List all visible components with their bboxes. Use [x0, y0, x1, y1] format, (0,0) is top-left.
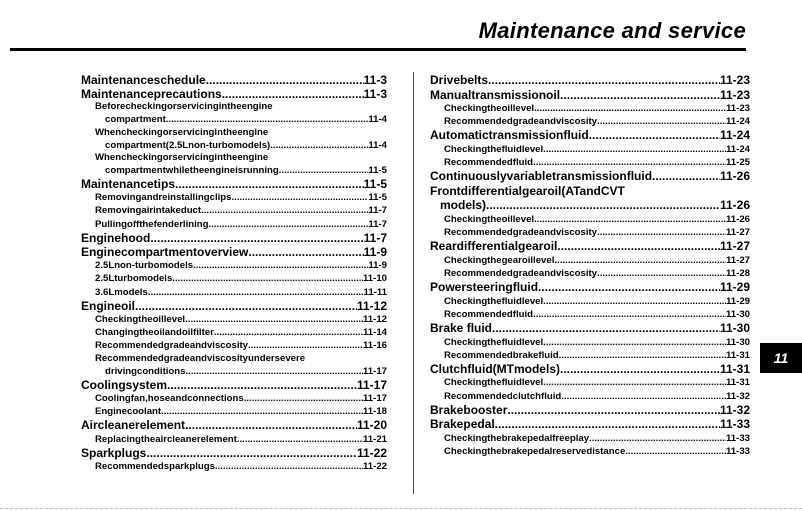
toc-subsection-entry[interactable]	[430, 156, 750, 169]
toc-leader-dots	[185, 365, 363, 378]
toc-page-number: 11-30	[725, 308, 750, 320]
toc-leader-dots	[237, 433, 363, 446]
page-title: Maintenance and service	[478, 18, 746, 43]
toc-page-number: 11-26	[725, 213, 750, 225]
toc-entry-title: compartment(2.5Lnon-turbomodels)	[105, 139, 271, 151]
toc-entry-title: Checkingthebrakepedalfreeplay	[444, 432, 590, 444]
toc-subsection-entry[interactable]	[430, 295, 750, 308]
toc-subsection-entry[interactable]	[81, 405, 387, 418]
toc-page-number: 11-26	[719, 169, 750, 184]
toc-section-entry[interactable]	[430, 73, 750, 88]
toc-subsection-entry[interactable]	[81, 433, 387, 446]
toc-page-number: 11-20	[356, 418, 387, 433]
toc-entry-title: drivingconditions	[105, 365, 186, 377]
toc-leader-dots	[172, 272, 363, 285]
toc-subsection-entry[interactable]	[81, 272, 387, 285]
toc-subsection-entry[interactable]	[81, 365, 387, 378]
toc-entry-title: Enginecompartmentoverview	[81, 245, 249, 260]
toc-entry-title: Maintenanceschedule	[81, 73, 206, 87]
toc-leader-dots	[559, 349, 726, 362]
toc-leader-dots	[146, 446, 357, 460]
toc-leader-dots	[175, 177, 364, 191]
toc-leader-dots	[495, 417, 720, 432]
toc-page-number: 11-7	[363, 230, 387, 245]
toc-page-number: 11-23	[719, 73, 750, 87]
toc-entry-title: 2.5Lnon-turbomodels	[95, 260, 194, 272]
toc-leader-dots	[538, 280, 720, 295]
toc-page-number: 11-3	[363, 87, 387, 102]
toc-leader-dots	[492, 321, 720, 336]
toc-page-number: 11-24	[719, 128, 750, 143]
toc-entry-title: Sparkplugs	[81, 445, 147, 460]
header-rule	[10, 48, 746, 51]
toc-page-number: 11-23	[719, 87, 750, 102]
chapter-tab[interactable]: 11	[760, 343, 802, 373]
page-bottom-line	[0, 508, 802, 509]
toc-entry-title: Continuouslyvariabletransmissionfluid	[430, 169, 653, 184]
toc-entry-title: Pullingoffthefenderlining	[95, 218, 209, 230]
toc-page-number: 11-31	[719, 361, 750, 376]
toc-leader-dots	[185, 418, 357, 432]
toc-page-number: 11-10	[362, 273, 387, 285]
toc-section-entry[interactable]	[430, 198, 750, 213]
toc-entry-title: Replacingtheaircleanerelement	[95, 433, 237, 445]
toc-page-number: 11-14	[362, 327, 387, 339]
toc-page-number: 11-18	[362, 406, 387, 418]
toc-entry-title: Recommendedgradeandviscosity	[95, 340, 249, 352]
toc-section-entry[interactable]	[81, 87, 387, 101]
toc-entry-title: Checkingtheoillevel	[95, 314, 186, 326]
toc-leader-dots	[597, 226, 726, 239]
toc-leader-dots	[488, 73, 720, 88]
toc-subsection-entry[interactable]	[430, 376, 750, 389]
toc-page-number: 11-9	[363, 245, 387, 260]
toc-section-entry[interactable]	[430, 239, 750, 254]
toc-section-entry[interactable]	[81, 378, 387, 392]
toc-section-entry[interactable]	[81, 299, 387, 313]
toc-subsection-entry[interactable]	[81, 326, 387, 339]
toc-leader-dots	[222, 87, 364, 101]
toc-entry-title: Coolingfan,hoseandconnections	[95, 393, 244, 405]
toc-subsection-entry[interactable]	[430, 349, 750, 362]
toc-leader-dots	[185, 313, 363, 326]
toc-entry-title: Checkingtheoillevel	[444, 103, 535, 114]
toc-leader-dots	[589, 128, 720, 143]
toc-subsection-entry[interactable]	[81, 460, 387, 473]
toc-subsection-entry[interactable]	[430, 115, 750, 128]
toc-section-entry[interactable]	[81, 73, 387, 87]
toc-page-number: 11-21	[362, 433, 387, 445]
toc-leader-dots	[135, 299, 357, 313]
toc-page-number: 11-32	[725, 390, 750, 402]
toc-page-number: 11-29	[719, 280, 750, 295]
toc-page-number: 11-5	[368, 164, 387, 176]
toc-entry-line[interactable]: Recommendedgradeandviscosityundersevere	[95, 352, 306, 364]
toc-subsection-entry[interactable]	[81, 191, 387, 204]
toc-leader-dots	[206, 73, 364, 87]
toc-section-entry[interactable]	[430, 169, 750, 184]
toc-section-entry[interactable]	[430, 417, 750, 432]
toc-page-number: 11-30	[719, 321, 750, 336]
toc-section-entry[interactable]	[81, 418, 387, 432]
toc-section-entry[interactable]	[430, 280, 750, 295]
toc-entry-title: Recommendedbrakefluid	[444, 349, 559, 361]
toc-leader-dots	[150, 231, 363, 245]
toc-section-entry[interactable]	[430, 321, 750, 336]
toc-page-number: 11-7	[368, 205, 387, 217]
toc-page-number: 11-27	[725, 227, 750, 239]
toc-subsection-entry[interactable]	[430, 336, 750, 349]
toc-entry-title: 3.6Lmodels	[95, 286, 148, 298]
toc-entry-title: Recommendedsparkplugs	[95, 461, 215, 473]
toc-leader-dots	[625, 445, 726, 458]
toc-leader-dots	[543, 143, 726, 156]
toc-entry-title: Powersteeringfluid	[430, 280, 539, 295]
toc-subsection-entry[interactable]	[81, 139, 387, 152]
toc-section-entry[interactable]	[430, 403, 750, 418]
toc-subsection-entry[interactable]	[430, 254, 750, 267]
toc-entry-title: Removingairintakeduct	[95, 205, 202, 217]
toc-section-entry[interactable]	[81, 446, 387, 460]
toc-page-number: 11-22	[362, 461, 387, 473]
toc-leader-dots	[244, 392, 363, 405]
toc-section-entry[interactable]	[81, 231, 387, 245]
toc-page-number: 11-22	[356, 445, 387, 460]
toc-entry-title: Brake fluid	[430, 321, 493, 336]
toc-subsection-entry[interactable]	[81, 313, 387, 326]
toc-entry-line[interactable]: Frontdifferentialgearoil(ATandCVT	[430, 183, 625, 198]
toc-subsection-entry[interactable]	[430, 226, 750, 239]
toc-leader-dots	[193, 259, 368, 272]
toc-entry-title: Recommendedgradeandviscosity	[444, 227, 598, 239]
toc-entry-title: Checkingthefluidlevel	[444, 295, 544, 307]
toc-subsection-entry[interactable]	[430, 390, 750, 403]
toc-leader-dots	[557, 239, 720, 254]
toc-leader-dots	[543, 295, 726, 308]
toc-entry-title: Checkingthefluidlevel	[444, 377, 544, 389]
toc-page-number: 11-33	[719, 417, 750, 432]
toc-entry-title: compartmentwhiletheengineisrunning	[105, 164, 279, 176]
toc-page-number: 11-29	[725, 295, 750, 307]
toc-subsection-entry[interactable]	[81, 204, 387, 217]
toc-entry-title: Recommendedgradeandviscosity	[444, 116, 598, 128]
toc-entry-title: Drivebelts	[430, 73, 489, 87]
toc-page-number: 11-17	[362, 365, 387, 377]
toc-section-entry[interactable]	[430, 362, 750, 377]
toc-page-number: 11-24	[725, 143, 750, 155]
toc-subsection-entry[interactable]	[81, 164, 387, 177]
toc-entry-title: Enginehood	[81, 230, 151, 245]
toc-leader-dots	[161, 405, 363, 418]
toc-page-number: 11-27	[725, 254, 750, 266]
toc-section-entry[interactable]	[430, 128, 750, 143]
toc-subsection-entry[interactable]	[81, 259, 387, 272]
toc-entry-title: Checkingthefluidlevel	[444, 143, 544, 155]
toc-entry-title: Recommendedclutchfluid	[444, 390, 562, 402]
toc-page-number: 11-30	[725, 336, 750, 348]
toc-page-number: 11-33	[725, 432, 750, 444]
toc-entry-line[interactable]: Whencheckingorservicingintheengine	[95, 126, 269, 138]
toc-leader-dots	[486, 198, 720, 213]
toc-leader-dots	[201, 204, 368, 217]
toc-leader-dots	[560, 88, 720, 103]
toc-right-column	[430, 73, 750, 458]
toc-page-number: 11-23	[725, 103, 750, 114]
toc-leader-dots	[209, 218, 369, 231]
toc-page-number: 11-25	[725, 157, 750, 169]
toc-section-entry[interactable]	[81, 177, 387, 191]
toc-page-number: 11-16	[362, 340, 387, 352]
toc-left-column	[81, 73, 387, 473]
toc-entry-title: Clutchfluid(MTmodels)	[430, 361, 560, 376]
toc-leader-dots	[597, 267, 726, 280]
toc-entry-title: Manualtransmissionoil	[430, 87, 561, 102]
column-divider	[413, 72, 414, 494]
toc-page-number: 11-9	[368, 260, 387, 272]
toc-leader-dots	[148, 286, 364, 299]
toc-entry-title: Enginecoolant	[95, 406, 162, 418]
toc-page-number: 11-27	[719, 239, 750, 254]
toc-entry-title: Automatictransmissionfluid	[430, 128, 589, 143]
toc-entry-title: compartment	[105, 114, 166, 126]
toc-page-number: 11-32	[719, 402, 750, 417]
toc-page-number: 11-24	[725, 116, 750, 128]
toc-page-number: 11-17	[356, 377, 387, 392]
toc-leader-dots	[248, 245, 363, 259]
toc-entry-title: Reardifferentialgearoil	[430, 239, 558, 254]
toc-leader-dots	[214, 326, 363, 339]
toc-entry-title: Removingandreinstallingclips	[95, 192, 232, 204]
toc-leader-dots	[533, 308, 726, 321]
toc-subsection-entry[interactable]	[430, 102, 750, 115]
toc-leader-dots	[534, 102, 726, 115]
toc-page-number: 11-28	[725, 267, 750, 279]
toc-subsection-entry[interactable]	[81, 113, 387, 126]
toc-entry-title: Checkingtheoillevel	[444, 213, 535, 225]
toc-page-number: 11-3	[363, 73, 387, 87]
toc-page-number: 11-12	[362, 314, 387, 326]
toc-subsection-entry[interactable]	[430, 143, 750, 156]
toc-subsection-entry[interactable]	[430, 432, 750, 445]
toc-entry-line[interactable]: Whencheckingorservicingintheengine	[95, 151, 269, 163]
toc-page-number: 11-26	[719, 198, 750, 213]
toc-page-number: 11-4	[368, 139, 387, 151]
toc-entry-title: Recommendedfluid	[444, 308, 534, 320]
toc-page-number: 11-7	[368, 218, 387, 230]
toc-leader-dots	[270, 139, 368, 152]
toc-leader-dots	[589, 432, 726, 445]
toc-page-number: 11-33	[725, 446, 750, 458]
toc-leader-dots	[543, 336, 726, 349]
toc-leader-dots	[560, 362, 720, 377]
toc-leader-dots	[543, 376, 726, 389]
toc-entry-title: 2.5Lturbomodels	[95, 273, 173, 285]
toc-entry-title: Checkingthegearoillevel	[444, 254, 555, 266]
toc-entry-title: Recommendedgradeandviscosity	[444, 267, 598, 279]
toc-entry-title: Maintenancetips	[81, 177, 176, 192]
toc-entry-title: models)	[440, 198, 487, 213]
toc-entry-title: Changingtheoilandoilfilter	[95, 327, 214, 339]
toc-leader-dots	[652, 169, 720, 184]
toc-section-entry[interactable]	[81, 245, 387, 259]
toc-page-number: 11-12	[356, 298, 387, 313]
toc-leader-dots	[561, 390, 726, 403]
toc-entry-line[interactable]: Beforecheckingorservicingintheengine	[95, 101, 273, 113]
toc-subsection-entry[interactable]	[430, 445, 750, 458]
toc-subsection-entry[interactable]	[430, 308, 750, 321]
toc-section-entry[interactable]	[430, 88, 750, 103]
toc-entry-title: Checkingthebrakepedalreservedistance	[444, 446, 626, 458]
toc-leader-dots	[533, 156, 726, 169]
toc-page-number: 11-5	[368, 192, 387, 204]
toc-leader-dots	[231, 191, 368, 204]
toc-subsection-entry[interactable]	[430, 267, 750, 280]
toc-leader-dots	[215, 460, 363, 473]
toc-leader-dots	[167, 378, 357, 392]
toc-entry-title: Aircleanerelement	[81, 418, 186, 433]
toc-leader-dots	[248, 339, 363, 352]
toc-entry-title: Maintenanceprecautions	[81, 87, 222, 102]
toc-page-number: 11-4	[368, 114, 387, 126]
toc-page-number: 11-17	[362, 393, 387, 405]
toc-page-number: 11-31	[725, 349, 750, 361]
toc-subsection-entry[interactable]	[81, 339, 387, 352]
toc-subsection-entry[interactable]	[81, 218, 387, 231]
toc-leader-dots	[534, 213, 726, 226]
toc-leader-dots	[554, 254, 726, 267]
toc-entry-title: Brakepedal	[430, 417, 495, 432]
toc-entry-title: Brakebooster	[430, 402, 508, 417]
toc-page-number: 11-11	[363, 286, 387, 298]
toc-subsection-entry[interactable]	[81, 392, 387, 405]
toc-leader-dots	[279, 164, 369, 177]
toc-leader-dots	[166, 113, 369, 126]
toc-entry-title: Engineoil	[81, 298, 135, 313]
toc-leader-dots	[507, 403, 720, 418]
toc-entry-title: Recommendedfluid	[444, 157, 534, 169]
toc-page-number: 11-5	[363, 177, 387, 192]
toc-subsection-entry[interactable]	[81, 286, 387, 299]
toc-entry-title: Checkingthefluidlevel	[444, 336, 544, 348]
toc-entry-title: Coolingsystem	[81, 377, 168, 392]
toc-leader-dots	[597, 115, 726, 128]
toc-page-number: 11-31	[725, 377, 750, 389]
toc-subsection-entry[interactable]	[430, 213, 750, 226]
